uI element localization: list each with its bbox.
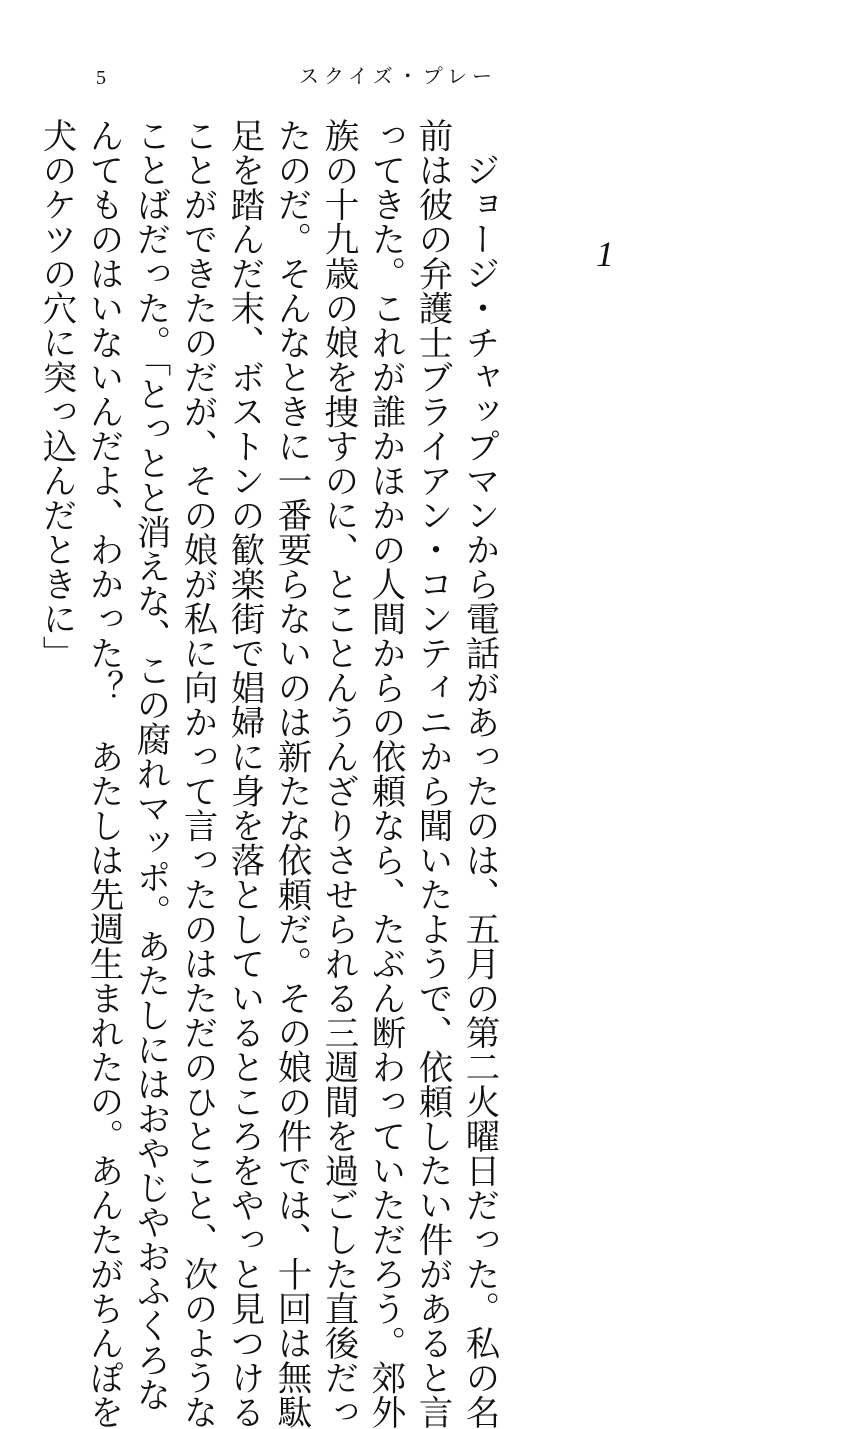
text-column-10: 犬のケツの穴に突っ込んだときに」 <box>36 118 76 670</box>
text-column-2: 前は彼の弁護士ブライアン・コンティニから聞いたようで、依頼したい件があると言 <box>412 118 452 1429</box>
text-column-1: ジョージ・チャップマンから電話があったのは、五月の第二火曜日だった。私の名 <box>459 118 499 1429</box>
page-number: 5 <box>96 67 106 89</box>
text-column-4: 族の十九歳の娘を捜すのに、とことんうんざりさせられる三週間を過ごした直後だっ <box>318 118 358 1429</box>
text-column-5: たのだ。そんなときに一番要らないのは新たな依頼だ。その娘の件では、十回は無駄 <box>271 118 311 1429</box>
text-column-3: ってきた。これが誰かほかの人間からの依頼なら、たぶん断わっていただろう。郊外 <box>365 118 405 1429</box>
text-column-8: ことばだった。「とっとと消えな、この腐れマッポ。あたしにはおやじやおふくろな <box>130 118 170 1412</box>
running-head: スクイズ・プレー <box>299 64 497 88</box>
text-column-7: ことができたのだが、その娘が私に向かって言ったのはただのひとこと、次のような <box>177 118 217 1429</box>
text-column-6: 足を踏んだ末、ボストンの歓楽街で娼婦に身を落としているところをやっと見つける <box>224 118 264 1429</box>
body-text <box>36 118 499 1429</box>
chapter-number: 1 <box>596 234 614 274</box>
text-column-9: んてものはいないんだよ、わかった？ あたしは先週生まれたの。あんたがちんぽを <box>83 118 123 1429</box>
